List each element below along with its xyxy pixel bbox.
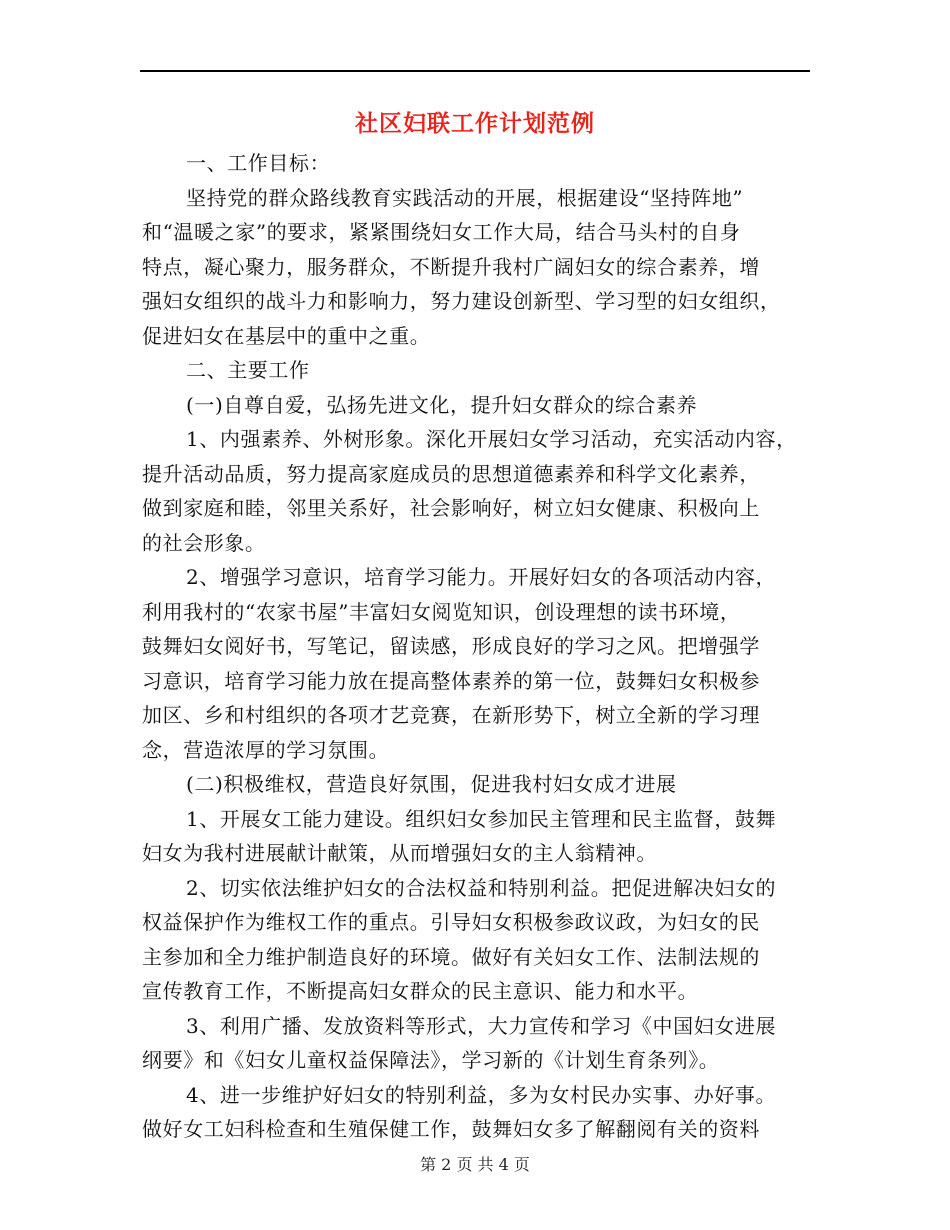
body-line: 坚持党的群众路线教育实践活动的开展，根据建设“坚持阵地” bbox=[186, 185, 744, 210]
body-line: 妇女为我村进展献计献策，从而增强妇女的主人翁精神。 bbox=[142, 841, 657, 865]
body-line: 的社会形象。 bbox=[142, 530, 266, 555]
body-line: 宣传教育工作，不断提高妇女群众的民主意识、能力和水平。 bbox=[142, 979, 699, 1003]
body-line: 3、利用广播、发放资料等形式，大力宣传和学习《中国妇女进展 bbox=[186, 1013, 777, 1038]
body-line: 做到家庭和睦，邻里关系好，社会影响好，树立妇女健康、积极向上 bbox=[142, 496, 760, 520]
body-line: 2、切实依法维护妇女的合法权益和特别利益。把促进解决妇女的 bbox=[186, 875, 777, 900]
page-footer: 第 2 页 共 4 页 bbox=[420, 1155, 530, 1174]
body-line: 加区、乡和村组织的各项才艺竞赛，在新形势下，树立全新的学习理 bbox=[142, 703, 760, 727]
body-line: (二)积极维权，营造良好氛围，促进我村妇女成才进展 bbox=[186, 772, 677, 796]
body-line: 做好女工妇科检查和生殖保健工作，鼓舞妇女多了解翻阅有关的资料 bbox=[142, 1117, 760, 1141]
body-line: 二、主要工作 bbox=[186, 358, 310, 382]
body-line: 1、内强素养、外树形象。深化开展妇女学习活动，充实活动内容， bbox=[186, 427, 797, 451]
body-line: 一、工作目标： bbox=[186, 151, 331, 175]
document-body bbox=[142, 146, 814, 1147]
body-line: 1、开展女工能力建设。组织妇女参加民主管理和民主监督，鼓舞 bbox=[186, 806, 777, 831]
body-line: 和“温暖之家”的要求，紧紧围绕妇女工作大局，结合马头村的自身 bbox=[142, 220, 741, 244]
body-line: 鼓舞妇女阅好书，写笔记，留读感，形成良好的学习之风。把增强学 bbox=[142, 634, 760, 658]
header-rule bbox=[140, 70, 810, 72]
body-line: 主参加和全力维护制造良好的环境。做好有关妇女工作、法制法规的 bbox=[142, 944, 760, 969]
body-line: 4、进一步维护好妇女的特别利益，多为女村民办实事、办好事。 bbox=[186, 1082, 777, 1107]
document-title: 社区妇联工作计划范例 bbox=[355, 110, 595, 137]
body-line: 权益保护作为维权工作的重点。引导妇女积极参政议政，为妇女的民 bbox=[142, 910, 760, 934]
body-line: 纲要》和《妇女儿童权益保障法》，学习新的《计划生育条列》。 bbox=[142, 1048, 720, 1072]
body-line: 利用我村的“农家书屋”丰富妇女阅览知识，创设理想的读书环境， bbox=[142, 599, 741, 624]
body-line: 念，营造浓厚的学习氛围。 bbox=[142, 737, 390, 762]
body-line: 特点，凝心聚力，服务群众，不断提升我村广阔妇女的综合素养，增 bbox=[142, 254, 760, 279]
body-line: 提升活动品质，努力提高家庭成员的思想道德素养和科学文化素养， bbox=[142, 461, 760, 486]
body-line: (一)自尊自爱，弘扬先进文化，提升妇女群众的综合素养 bbox=[186, 392, 698, 417]
body-line: 促进妇女在基层中的重中之重。 bbox=[142, 323, 431, 348]
body-line: 强妇女组织的战斗力和影响力，努力建设创新型、学习型的妇女组织， bbox=[142, 289, 781, 313]
body-line: 习意识，培育学习能力放在提高整体素养的第一位，鼓舞妇女积极参 bbox=[142, 668, 760, 693]
body-line: 2、增强学习意识，培育学习能力。开展好妇女的各项活动内容， bbox=[186, 565, 777, 589]
